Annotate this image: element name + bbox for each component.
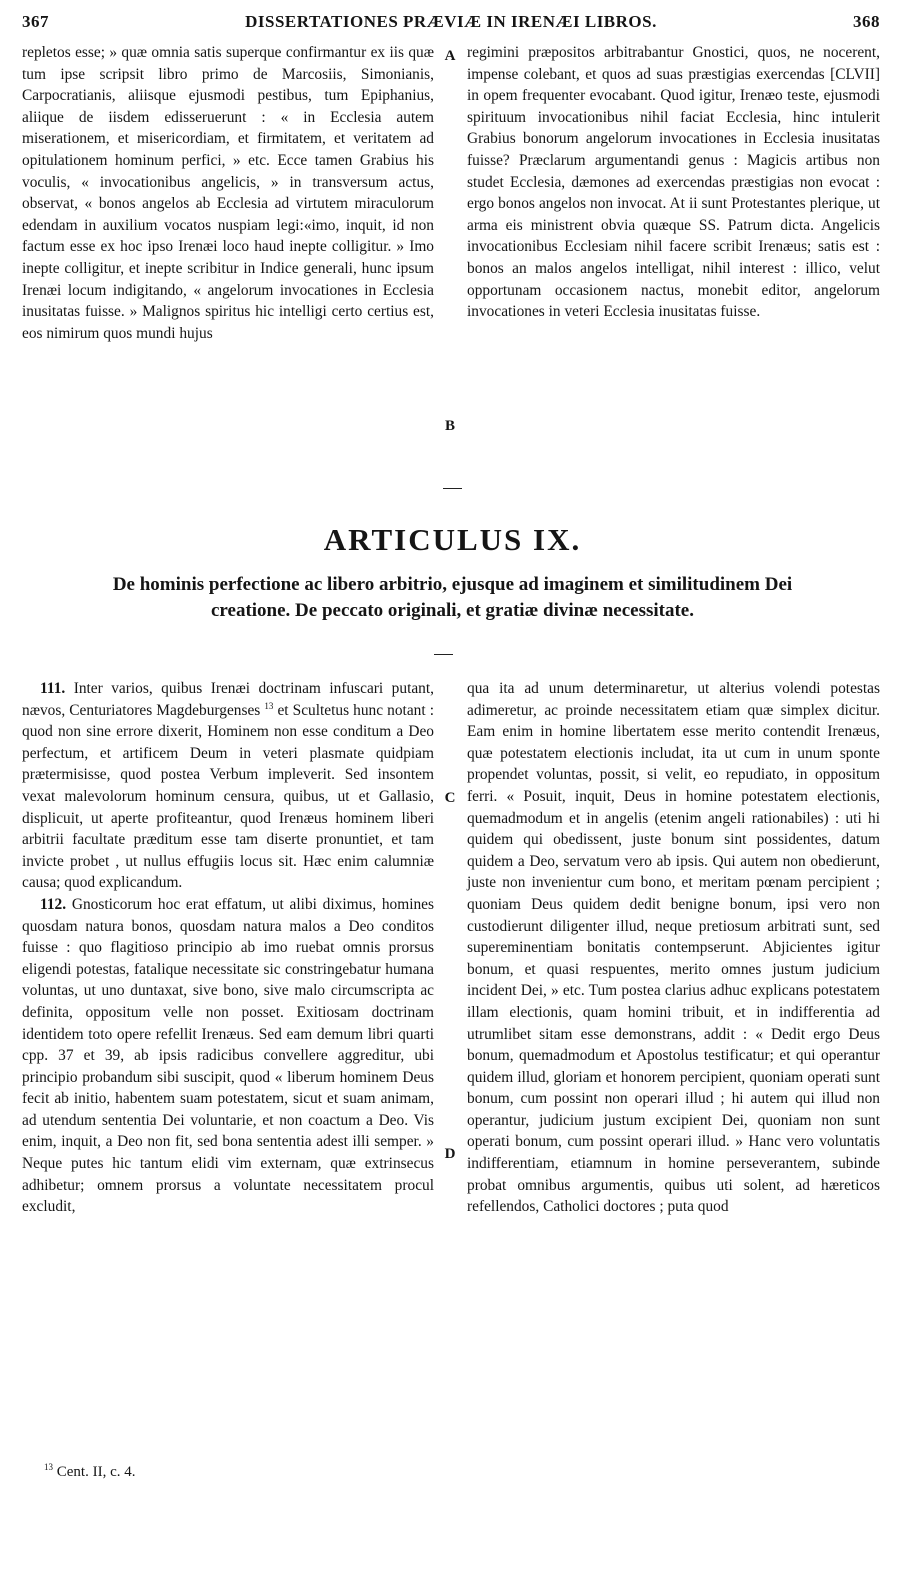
top-right-paragraph: regimini præpositos arbitrabantur Gnostici, quos, ne nocerent, impense colebant, et quos ad suas præstigias exercendas [CLVII] in opem frequenter evocabant. Quod igitur, Irenæo teste, ejusmodi spirituum invocationibus nihil faciat Ecclesia, hinc intulerit Grabius bonorum angelorum invocationes in Ecclesia inusitatas fuisse? Præclarum argumentandi genus : Magicis artibus non studet Ecclesia, dæmones ad exercendas præstigias non evocat : ergo bonos angelos non invocat. At ii sunt Protestantes plerique, ut arma eis ministrent obvia quæque SS. Patrum dicta. Angelicis invocationibus Ecclesiam nihil facere scribit Irenæus; satis est : bonos an malos angelos intelligat, nihil interest : illico, velut opportunam occasionem nactus, monebit editor, angelorum invocationes in veteri Ecclesia inusitatas fuisse. [467, 44, 880, 321]
paragraph-111-text-a: Inter varios, quibus Irenæi doctrinam infuscari putant, nævos, Centuriatores Magdeburgenses [22, 680, 434, 719]
article-subtitle-line-1: De hominis perfectione ac libero arbitrio, ejusque ad imaginem et similitudinem Dei [112, 574, 793, 595]
separator-rule-bottom [434, 654, 453, 655]
page-number-left: 367 [22, 12, 49, 31]
bottom-right-paragraph: qua ita ad unum determinaretur, ut alterius volendi potestas adimeretur, ac proinde necessitatem etiam quæ simplex dicitur. Eam enim in homine libertatem esse merito contendit Irenæus, quæ potestatem electionis includat, ita ut cum in unum sponte propendet voluntas, possit, si velit, eo repudiato, in oppositum ferri. « Posuit, inquit, Deus in homine potestatem electionis, quemadmodum et in angelis (etenim angeli rationabiles) : uti hi quidem qui obedissent, juste bonum sint possidentes, datum quidem a Deo, servatum vero ab ipsis. Qui autem non obedierunt, juste non invenientur cum bono, et meritam pœnam percipient ; quoniam Deus quidem dedit benigne bonum, ipsi vero non custodierunt diligenter illud, neque pretiosum arbitrati sunt, sed supereminentiam bonitatis contempserunt. Abjicientes igitur bonum, et quasi respuentes, merito omnes justum judicium incident Dei, » etc. Tum postea clarius adhuc explicans potestatem illam electionis, quam homini tribuit, et in indifferentia ad utrumlibet sitam esse demonstrans, addit : « Dedit ergo Deus bonum, quemadmodum et Apostolus testificatur; et qui operantur quidem illud, gloriam et honorem percipient, quoniam operati sunt bonum, cum possint non operari illud ; hi autem qui illud non operantur, judicium justum excipient Dei, quoniam non sunt operati bonum, cum possint operari illud. » Hanc vero voluntatis indifferentiam, etiamnum in homine perseverantem, subinde probat omnibus argumentis, quibus uti solent, ad hæreticos refellendos, Catholici doctores ; puta quod [467, 680, 880, 1216]
top-left-paragraph: repletos esse; » quæ omnia satis superque confirmantur ex iis quæ tum ipse scripsit libro primo de Marcosiis, Simonianis, Carpocratianis, aliisque ejusmodi pestibus, tum Epiphanius, aliique de iisdem edisseruerunt : « in Ecclesia autem miserationem, et misericordiam, et firmitatem, et veritatem ad opitulationem hominum perfici, » etc. Ecce tamen Grabius his voculis, « invocationibus angelicis, » in transversum actus, observat, « bonos angelos ab Ecclesia ad virtutem miraculorum edendam in auxilium vocatos nuspiam legi:«imo, inquit, id non factum esse ex hoc ipso Irenæi loco haud inepte colligitur. » Imo inepte colligitur, et inepte scribitur in Indice generali, hunc ipsum Irenæi locum indigitando, « angelorum invocationes in Ecclesia inusitatas fuisse. » Malignos spiritus hic intelligi certo certius est, eos nimirum quos mundi hujus [22, 44, 434, 342]
paragraph-112-text: Gnosticorum hoc erat effatum, ut alibi diximus, homines quosdam natura bonos, quosdam natura malos a Deo conditos fuisse : quo flagitioso principio ab imo ruebat omnis prorsus eligendi potestas, fatalique necessitate sic constringebatur humana voluntas, ut uno duntaxat, sive bono, sive malo circumscripta ac definita, oppositum velle non posset. Exitiosam doctrinam identidem toto opere refellit Irenæus. Sed eam demum libri quarti cpp. 37 et 39, ab ipsis radicibus convellere aggreditur, ubi principio probandum sibi suscipit, quod « liberum hominem Deus fecit ab initio, habentem suam potestatem, sicut et suam animam, ad utendum sententia Dei voluntarie, et non coactum a Deo. Vis enim, inquit, a Deo non fit, sed bona sententia adest illi semper. » Neque putes hic tantum elidi vim externam, quæ extrinsecus adhibetur; omnem prorsus a voluntate necessitatem procul excludit, [22, 895, 434, 1216]
separator-rule-top [443, 488, 462, 489]
footnote [44, 1464, 135, 1481]
bottom-right-column [467, 678, 880, 1218]
paragraph-112 [22, 894, 434, 1218]
paragraph-111-number: 111. [40, 680, 66, 697]
article-title: ARTICULUS IX. [323, 522, 582, 557]
paragraph-112-number: 112. [40, 895, 67, 913]
footnote-mark: 13 [44, 1462, 53, 1472]
paragraph-111-text-b: et Scultetus hunc notant : quod non sine errore dixerit, Hominem non esse conditum a Deo perfectum, et artificem Deum in veteri plasmate quidpiam prætermisisse, quod postea Verbum impleverit. Sed insontem vexat malevolorum hominum censura, quibus, ut et Gallasio, displicuit, ut aperte profiteantur, quod Irenæus hominem liberi arbitrii facultate præditum esse tam diserte pronuntiet, et tam invicte probet , ut nullus effugiis locus sit. Hæc enim calumniæ causa; quod explicandum. [22, 701, 434, 892]
section-marker-d: D [444, 1146, 456, 1162]
running-header [22, 12, 880, 42]
section-marker-b: B [444, 418, 455, 434]
footnote-reference: 13 [264, 700, 274, 711]
article-subtitle [40, 572, 865, 624]
footnote-text: Cent. II, c. 4. [56, 1464, 136, 1480]
top-left-column [22, 42, 434, 344]
section-marker-a: A [444, 48, 456, 64]
article-subtitle-line-2: creatione. De peccato originali, et gratiæ divinæ necessitate. [211, 600, 694, 621]
top-right-column [467, 42, 880, 323]
page-number-right: 368 [853, 12, 880, 31]
section-marker-c: C [444, 790, 456, 806]
paragraph-111 [22, 678, 434, 894]
bottom-left-column [22, 678, 434, 1218]
running-head-title: DISSERTATIONES PRÆVIÆ IN IRENÆI LIBROS. [245, 12, 657, 31]
